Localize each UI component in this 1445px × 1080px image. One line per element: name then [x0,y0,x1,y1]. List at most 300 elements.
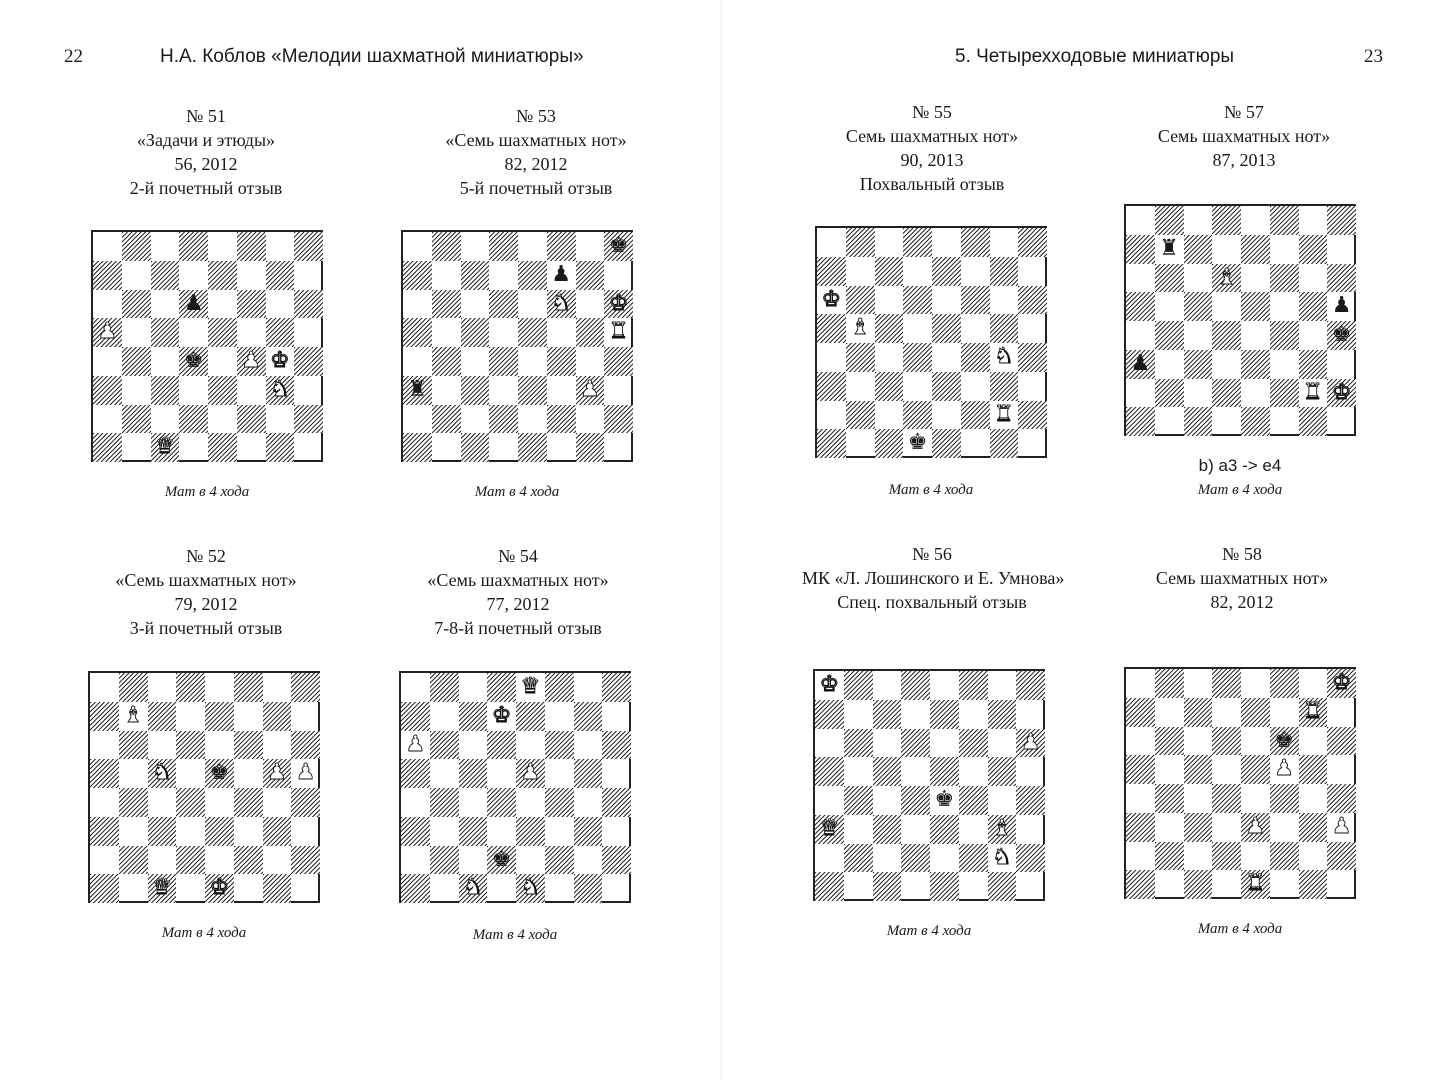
dark-square [844,844,873,873]
light-square [208,232,237,261]
chessboard-56 [813,669,1045,901]
dark-square [148,817,177,846]
dark-square [148,702,177,731]
dark-square [817,314,846,343]
light-square [1126,206,1155,235]
light-square [432,261,461,290]
dark-square [1016,844,1045,873]
dark-square [959,671,988,700]
light-square [1299,321,1328,350]
dark-square [516,817,545,846]
light-square [574,846,603,875]
white-bishop-b7: ♝ [123,702,143,728]
black-king-e5: ♚ [209,760,230,786]
dark-square [489,232,518,261]
chessboard-57 [1124,204,1356,436]
light-square [205,731,234,760]
light-square [234,874,263,903]
dark-square [930,757,959,786]
dark-square [1299,235,1328,264]
dark-square [1241,235,1270,264]
dark-square [1327,206,1356,235]
problem-source: Семь шахматных нот» [1155,568,1329,588]
dark-square [119,788,148,817]
stipulation-54: Мат в 4 хода [472,927,558,943]
light-square [1270,292,1299,321]
dark-square [604,405,633,434]
dark-square [234,731,263,760]
light-square [119,759,148,788]
dark-square [403,318,432,347]
dark-square [176,731,205,760]
white-bishop-d6: ♝ [1216,264,1237,290]
dark-square [873,815,902,844]
light-square [932,401,961,430]
dark-square [990,429,1019,458]
dark-square [291,731,320,760]
light-square [1018,372,1047,401]
white-rook-g2: ♜ [994,401,1014,427]
white-pawn-g5: ♟ [267,760,287,786]
light-square [237,433,266,462]
dark-square [461,261,490,290]
black-king-h4: ♚ [1331,322,1352,347]
light-square [547,376,576,405]
light-square [1184,842,1213,871]
light-square [959,700,988,729]
light-square [1270,698,1299,727]
white-knight-g2: ♞ [992,844,1012,870]
light-square [487,817,516,846]
dark-square [176,673,205,702]
light-square [459,731,488,760]
dark-square [432,405,461,434]
light-square [401,846,430,875]
light-square [1299,842,1328,871]
white-rook-g2: ♜ [1303,379,1323,405]
light-square [263,673,292,702]
problem-source: «Семь шахматных нот» [445,130,627,150]
light-square [291,874,320,903]
light-square [291,702,320,731]
light-square [176,817,205,846]
dark-square [93,261,122,290]
problem-51 [76,104,336,200]
white-bishop-b5: ♝ [850,315,870,341]
light-square [122,433,151,462]
dark-square [1241,292,1270,321]
light-square [604,261,633,290]
light-square [263,788,292,817]
light-square [430,759,459,788]
light-square [903,314,932,343]
dark-square [1018,343,1047,372]
light-square [205,846,234,875]
dark-square [263,702,292,731]
light-square [430,817,459,846]
light-square [1327,698,1356,727]
chessboard-53 [401,230,633,462]
dark-square [875,257,904,286]
dark-square [119,846,148,875]
dark-square [959,729,988,758]
problem-issue: Спец. похвальный отзыв [837,592,1027,612]
white-pawn-h6: ♟ [1020,729,1041,755]
black-king-e4: ♚ [934,787,955,812]
dark-square [489,347,518,376]
dark-square [875,372,904,401]
light-square [602,702,631,731]
dark-square [459,702,488,731]
light-square [179,376,208,405]
dark-square [602,731,631,760]
chessboard-54 [399,671,631,903]
light-square [234,817,263,846]
light-square [1184,727,1213,756]
dark-square [294,347,323,376]
dark-square [401,817,430,846]
light-square [990,228,1019,257]
black-rook-a3: ♜ [407,376,428,402]
dark-square [179,405,208,434]
dark-square [576,318,605,347]
light-square [576,290,605,319]
stipulation-52: Мат в 4 хода [161,925,247,941]
dark-square [574,702,603,731]
dark-square [875,314,904,343]
chessboard-55 [815,226,1047,458]
light-square [93,290,122,319]
light-square [961,257,990,286]
problem-issue: 77, 2012 [486,594,550,614]
stipulation-53: Мат в 4 хода [474,484,560,500]
problem-57 [1114,100,1374,172]
light-square [430,702,459,731]
light-square [932,228,961,257]
light-square [151,232,180,261]
light-square [844,872,873,901]
light-square [1212,698,1241,727]
dark-square [122,405,151,434]
light-square [489,376,518,405]
dark-square [1299,813,1328,842]
problem-award: 5-й почетный отзыв [459,178,613,198]
light-square [988,729,1017,758]
light-square [873,844,902,873]
dark-square [234,846,263,875]
light-square [119,817,148,846]
dark-square [294,290,323,319]
dark-square [1299,755,1328,784]
problem-number: № 55 [912,102,952,122]
light-square [205,788,234,817]
light-square [574,788,603,817]
dark-square [234,788,263,817]
dark-square [294,405,323,434]
right-page-number: 23 [1364,46,1383,67]
page-gutter [720,0,724,1080]
light-square [401,788,430,817]
dark-square [459,759,488,788]
light-square [266,232,295,261]
dark-square [208,433,237,462]
light-square [930,844,959,873]
dark-square [1184,235,1213,264]
dark-square [430,846,459,875]
dark-square [1018,401,1047,430]
white-knight-c5: ♞ [152,760,172,786]
light-square [266,290,295,319]
light-square [179,433,208,462]
dark-square [518,261,547,290]
light-square [1270,350,1299,379]
dark-square [576,261,605,290]
problem-number: № 52 [186,546,226,566]
dark-square [90,759,119,788]
light-square [518,405,547,434]
dark-square [1126,292,1155,321]
chessboard-51 [91,230,323,462]
dark-square [988,700,1017,729]
light-square [1299,264,1328,293]
light-square [1155,870,1184,899]
light-square [93,405,122,434]
dark-square [1270,784,1299,813]
light-square [1126,321,1155,350]
white-pawn-a5: ♟ [97,319,118,345]
dark-square [574,759,603,788]
light-square [516,731,545,760]
light-square [815,844,844,873]
dark-square [545,673,574,702]
light-square [237,376,266,405]
dark-square [1241,698,1270,727]
light-square [875,401,904,430]
light-square [817,343,846,372]
light-square [176,759,205,788]
dark-square [901,844,930,873]
light-square [1270,407,1299,436]
dark-square [1184,350,1213,379]
light-square [151,347,180,376]
light-square [574,731,603,760]
dark-square [817,257,846,286]
dark-square [1126,813,1155,842]
dark-square [176,846,205,875]
dark-square [1327,264,1356,293]
light-square [208,405,237,434]
dark-square [932,429,961,458]
light-square [844,700,873,729]
problem-number: № 54 [498,546,538,566]
white-rook-h5: ♜ [608,319,629,345]
light-square [1299,669,1328,698]
dark-square [90,702,119,731]
dark-square [574,817,603,846]
dark-square [401,759,430,788]
dark-square [1155,842,1184,871]
problem-number: № 51 [186,106,226,126]
problem-issue: 82, 2012 [504,154,568,174]
dark-square [1184,813,1213,842]
light-square [1184,264,1213,293]
white-king-e1: ♚ [209,875,230,901]
white-king-h2: ♚ [1331,379,1352,405]
light-square [1299,727,1328,756]
dark-square [179,232,208,261]
dark-square [846,343,875,372]
light-square [1241,264,1270,293]
light-square [844,815,873,844]
light-square [875,228,904,257]
stipulation-51: Мат в 4 хода [164,484,250,500]
dark-square [817,429,846,458]
dark-square [1212,784,1241,813]
dark-square [1155,669,1184,698]
light-square [846,372,875,401]
dark-square [988,757,1017,786]
left-page-number: 22 [64,46,83,67]
white-pawn-e3: ♟ [1245,813,1266,839]
white-knight-f6: ♞ [551,290,571,316]
white-queen-c1: ♛ [155,434,175,460]
dark-square [122,232,151,261]
light-square [516,788,545,817]
light-square [1184,379,1213,408]
problem-number: № 57 [1224,102,1264,122]
dark-square [234,673,263,702]
dark-square [1184,755,1213,784]
light-square [461,232,490,261]
light-square [234,759,263,788]
problem-56 [802,542,1065,614]
light-square [122,376,151,405]
dark-square [901,786,930,815]
light-square [263,731,292,760]
dark-square [430,673,459,702]
dark-square [430,788,459,817]
problem-issue: 79, 2012 [174,594,238,614]
problem-source: «Семь шахматных нот» [115,570,297,590]
dark-square [518,376,547,405]
light-square [1126,784,1155,813]
dark-square [151,318,180,347]
light-square [179,261,208,290]
dark-square [932,372,961,401]
dark-square [1299,350,1328,379]
light-square [1155,698,1184,727]
light-square [1241,842,1270,871]
problem-number: № 58 [1222,544,1262,564]
light-square [1018,257,1047,286]
dark-square [1327,784,1356,813]
dark-square [1270,842,1299,871]
light-square [547,318,576,347]
white-king-h6: ♚ [608,290,629,316]
dark-square [176,788,205,817]
dark-square [459,817,488,846]
white-queen-e8: ♛ [520,674,541,699]
dark-square [1126,698,1155,727]
dark-square [930,815,959,844]
light-square [430,874,459,903]
black-rook-b7: ♜ [1159,235,1179,261]
problem-award: 7-8-й почетный отзыв [434,618,602,638]
dark-square [1016,786,1045,815]
dark-square [604,347,633,376]
dark-square [901,671,930,700]
dark-square [1184,407,1213,436]
left-running-title: Н.А. Коблов «Мелодии шахматной миниатюры» [160,46,584,67]
problem-55 [802,100,1062,196]
dark-square [547,405,576,434]
dark-square [208,261,237,290]
dark-square [545,731,574,760]
light-square [990,286,1019,315]
light-square [547,433,576,462]
light-square [1155,813,1184,842]
light-square [489,433,518,462]
problem-number: № 53 [516,106,556,126]
dark-square [205,702,234,731]
light-square [1241,784,1270,813]
light-square [432,376,461,405]
light-square [1184,669,1213,698]
dark-square [545,788,574,817]
light-square [846,429,875,458]
dark-square [846,401,875,430]
dark-square [518,433,547,462]
dark-square [961,286,990,315]
light-square [1126,669,1155,698]
light-square [122,261,151,290]
dark-square [208,376,237,405]
dark-square [930,700,959,729]
light-square [1241,727,1270,756]
light-square [1299,784,1328,813]
dark-square [1270,669,1299,698]
light-square [291,817,320,846]
light-square [487,759,516,788]
white-queen-a3: ♛ [819,815,840,841]
light-square [959,872,988,901]
dark-square [844,729,873,758]
dark-square [151,261,180,290]
light-square [234,702,263,731]
light-square [1212,813,1241,842]
light-square [489,261,518,290]
light-square [403,290,432,319]
light-square [237,318,266,347]
light-square [961,314,990,343]
dark-square [1184,292,1213,321]
light-square [1327,755,1356,784]
dark-square [930,872,959,901]
dark-square [1270,264,1299,293]
dark-square [547,347,576,376]
dark-square [990,372,1019,401]
light-square [489,318,518,347]
dark-square [1018,286,1047,315]
dark-square [1155,206,1184,235]
dark-square [151,376,180,405]
light-square [903,257,932,286]
light-square [988,671,1017,700]
white-knight-g3: ♞ [270,376,290,402]
light-square [1327,350,1356,379]
dark-square [93,433,122,462]
light-square [932,343,961,372]
